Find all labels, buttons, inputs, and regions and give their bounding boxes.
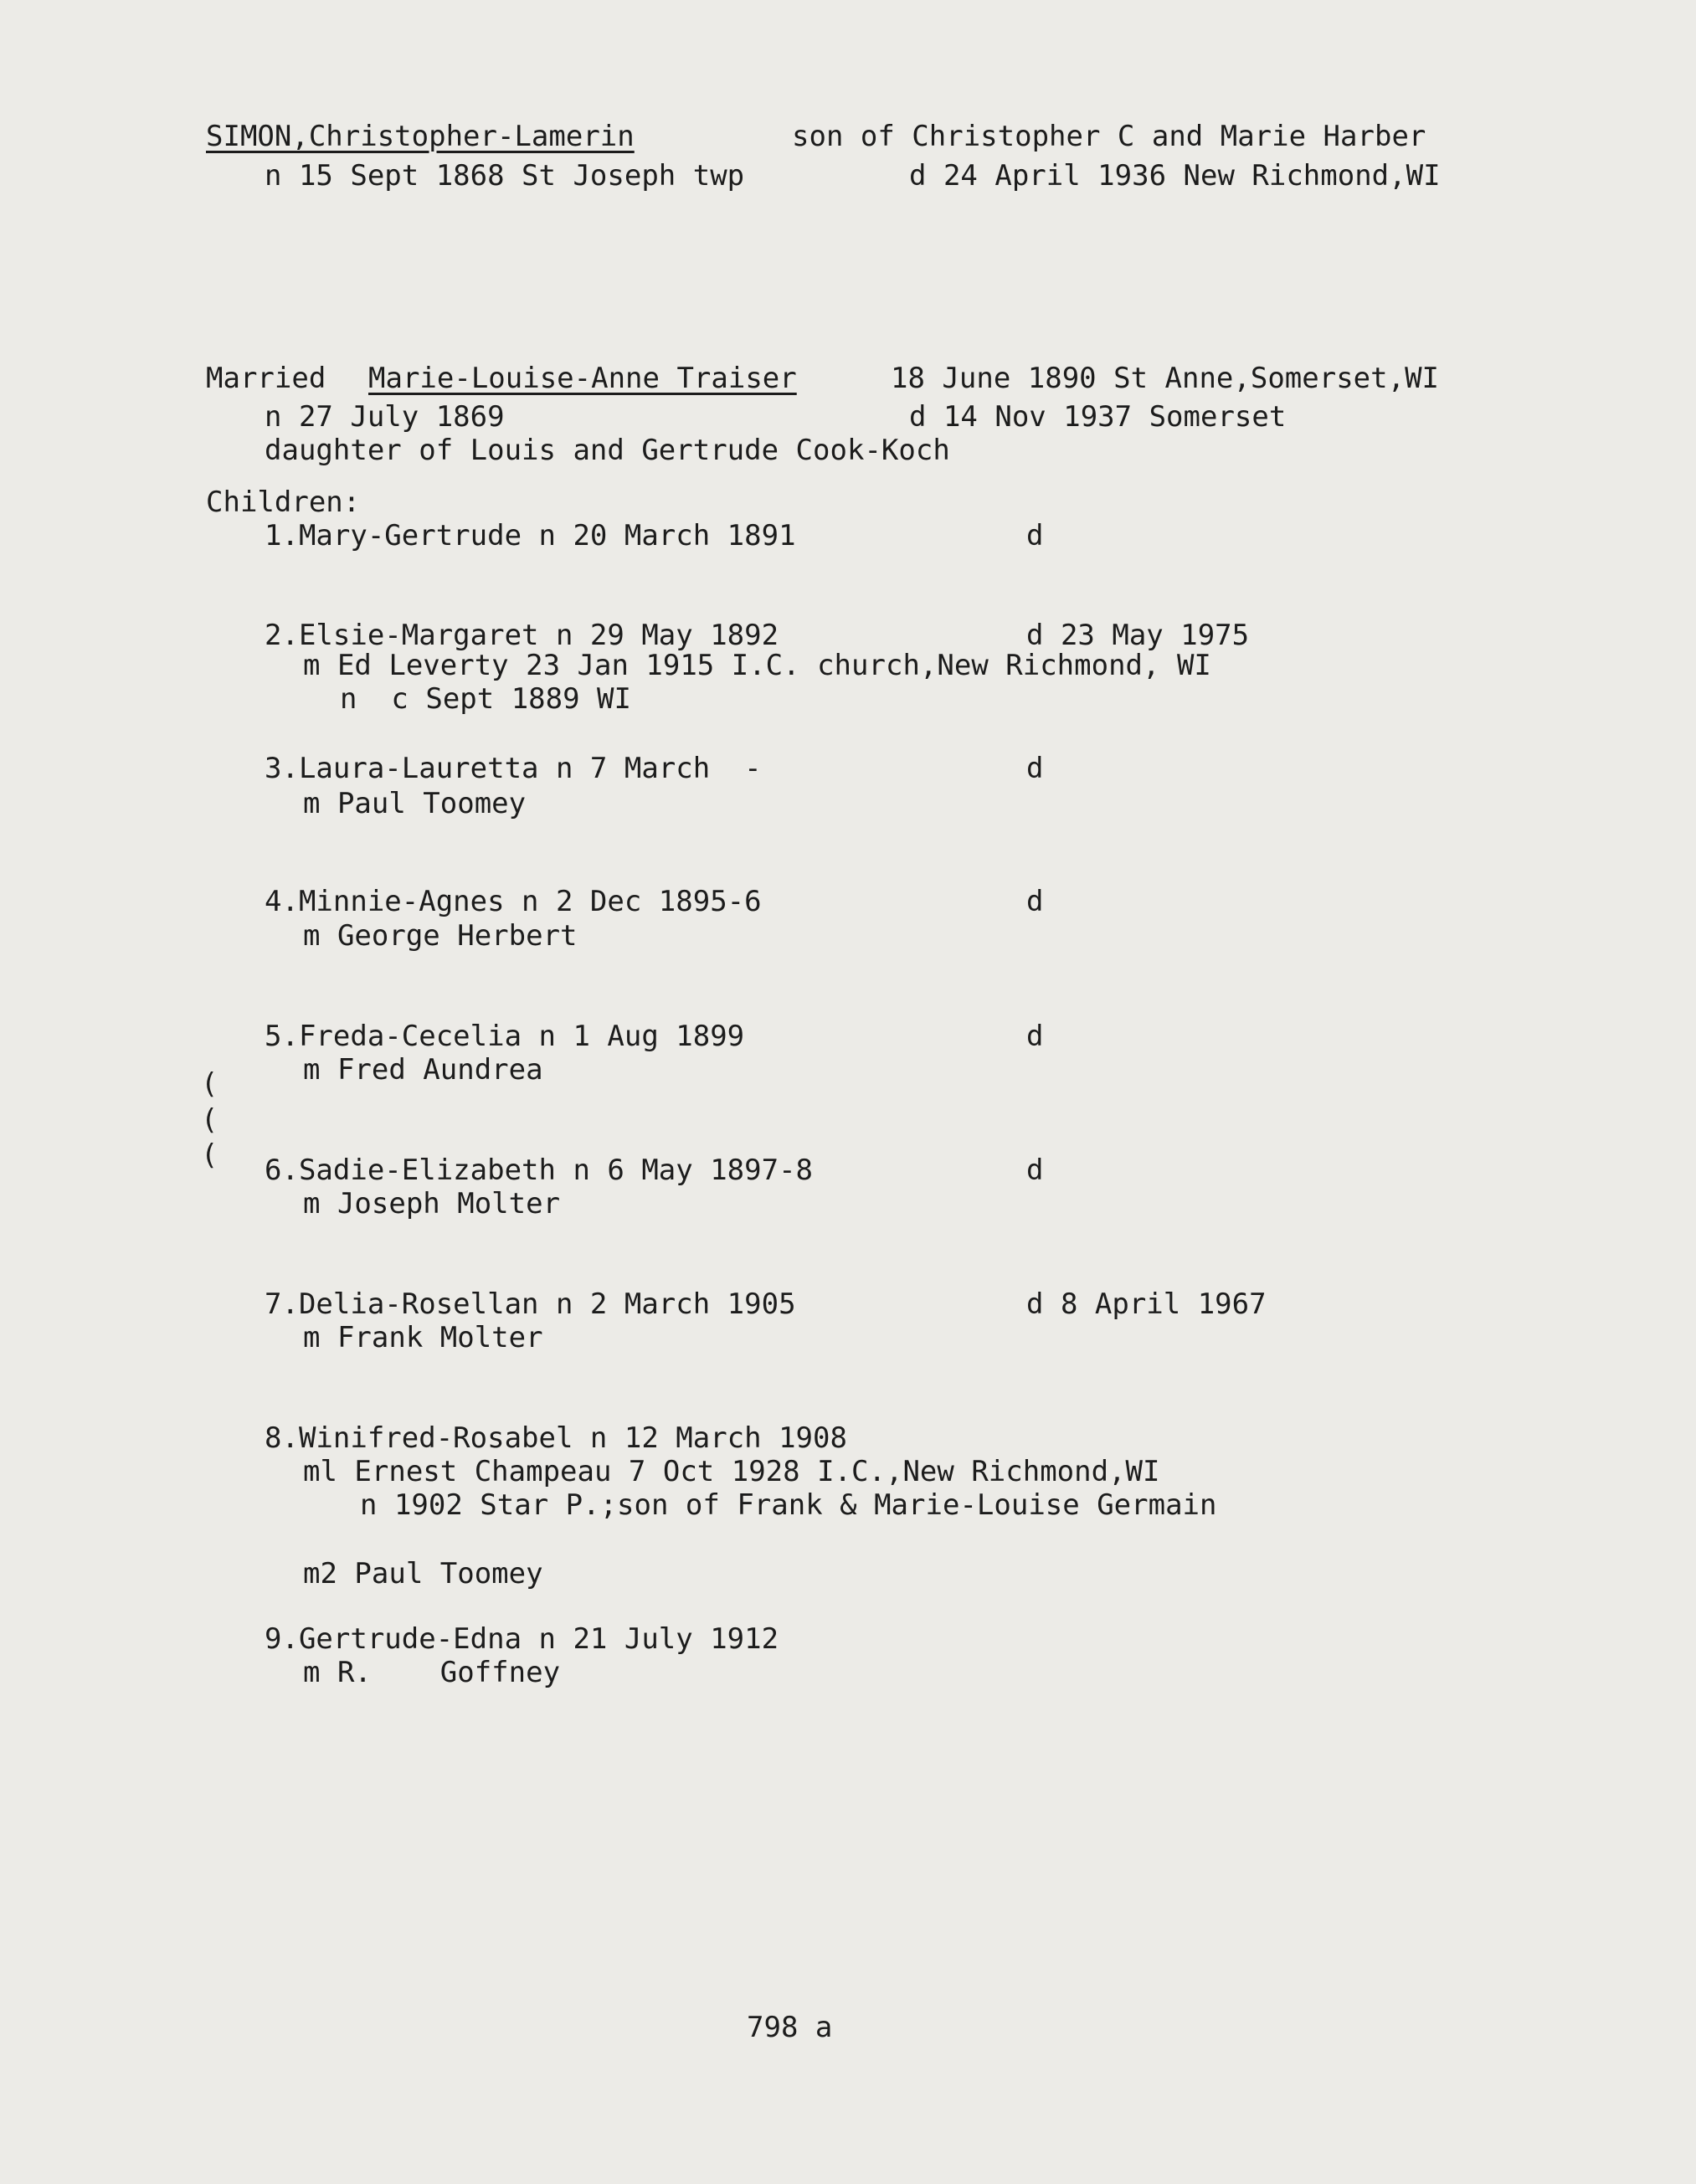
subject-death: d 24 April 1936 New Richmond,WI <box>909 159 1441 193</box>
child-marriage: m Joseph Molter <box>303 1187 561 1220</box>
child-entry: 5.Freda-Cecelia n 1 Aug 1899 <box>265 1020 745 1053</box>
child-marriage-1: ml Ernest Champeau 7 Oct 1928 I.C.,New Richmond,WI <box>303 1455 1160 1488</box>
spouse-name: Marie-Louise-Anne Traiser <box>368 362 797 395</box>
child-death: d <box>1026 1020 1044 1053</box>
child-death: d <box>1026 1154 1044 1187</box>
child-entry: 9.Gertrude-Edna n 21 July 1912 <box>265 1622 779 1656</box>
child-death: d 23 May 1975 <box>1026 619 1250 652</box>
child-death: d <box>1026 519 1044 552</box>
spouse-parents: daughter of Louis and Gertrude Cook-Koch <box>265 434 950 467</box>
child-entry: 8.Winifred-Rosabel n 12 March 1908 <box>265 1421 847 1455</box>
bracket-mark: ( <box>201 1138 218 1172</box>
marriage-prefix: Married <box>206 362 326 395</box>
child-marriage: m Ed Leverty 23 Jan 1915 I.C. church,New Richmond, WI <box>303 649 1211 682</box>
child-spouse-birth: n 1902 Star P.;son of Frank & Marie-Louise Germain <box>360 1488 1217 1522</box>
child-death: d 8 April 1967 <box>1026 1287 1267 1321</box>
child-marriage-2: m2 Paul Toomey <box>303 1557 543 1590</box>
child-marriage: m R. Goffney <box>303 1656 561 1689</box>
child-spouse-birth: n c Sept 1889 WI <box>340 682 631 716</box>
child-entry: 3.Laura-Lauretta n 7 March - <box>265 752 762 785</box>
child-marriage: m Frank Molter <box>303 1321 543 1354</box>
child-entry: 7.Delia-Rosellan n 2 March 1905 <box>265 1287 796 1321</box>
spouse-birth: n 27 July 1869 <box>265 400 505 434</box>
child-marriage: m Fred Aundrea <box>303 1053 543 1087</box>
children-label: Children: <box>206 486 361 519</box>
marriage-date-place: 18 June 1890 St Anne,Somerset,WI <box>891 362 1440 395</box>
spouse-death: d 14 Nov 1937 Somerset <box>909 400 1287 434</box>
subject-name: SIMON,Christopher-Lamerin <box>206 120 635 153</box>
child-entry: 4.Minnie-Agnes n 2 Dec 1895-6 <box>265 885 762 918</box>
child-death: d <box>1026 752 1044 785</box>
bracket-mark: ( <box>201 1067 218 1101</box>
page-number: 798 a <box>747 2011 833 2044</box>
child-entry: 6.Sadie-Elizabeth n 6 May 1897-8 <box>265 1154 814 1187</box>
subject-parents: son of Christopher C and Marie Harber <box>792 120 1426 153</box>
child-marriage: m George Herbert <box>303 919 578 953</box>
child-marriage: m Paul Toomey <box>303 787 527 820</box>
child-death: d <box>1026 885 1044 918</box>
child-entry: 2.Elsie-Margaret n 29 May 1892 <box>265 619 779 652</box>
subject-birth: n 15 Sept 1868 St Joseph twp <box>265 159 745 193</box>
child-entry: 1.Mary-Gertrude n 20 March 1891 <box>265 519 796 552</box>
bracket-mark: ( <box>201 1103 218 1137</box>
